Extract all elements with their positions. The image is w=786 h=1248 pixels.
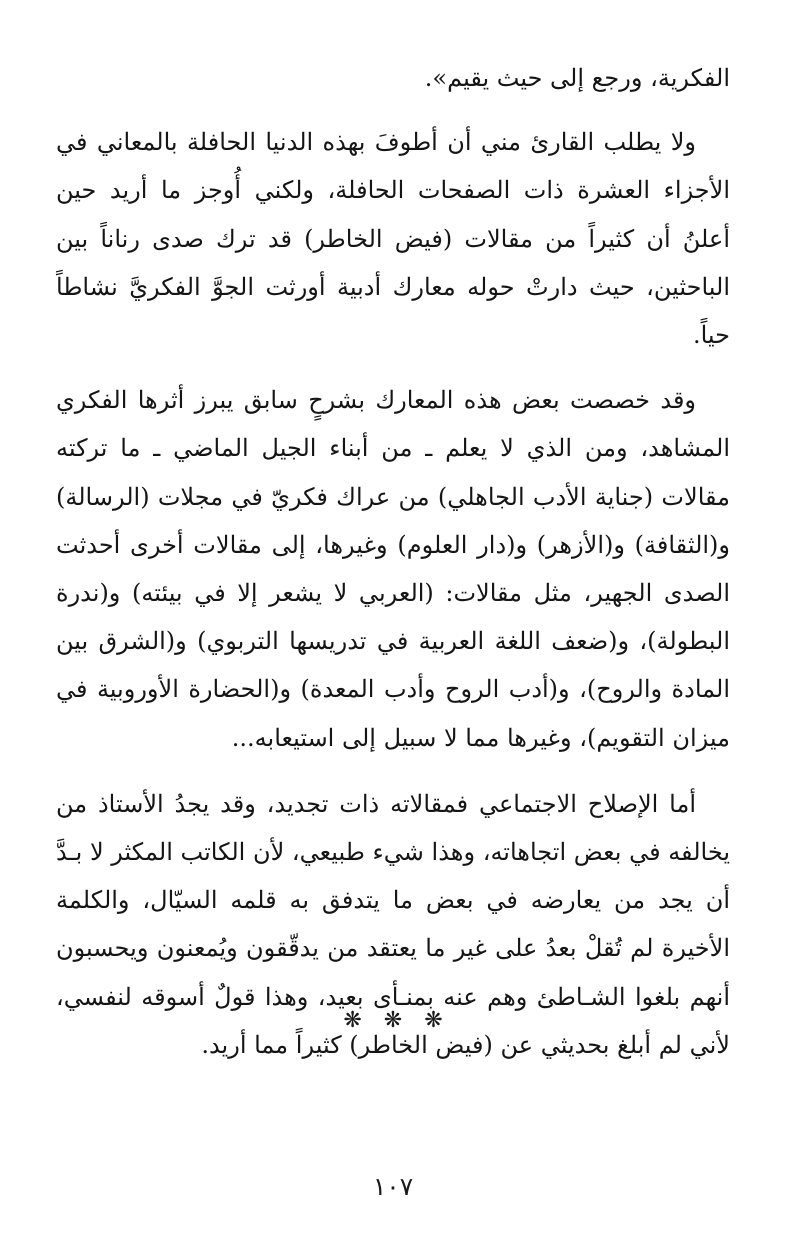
section-separator: ❋❋❋ [343,1008,465,1033]
paragraph-3 [56,376,730,762]
paragraph-3-text: وقد خصصت بعض هذه المعارك بشرحٍ سابق يبرز أثرها الفكري المشاهد، ومن الذي لا يعلم ـ من أبناء الجيل الماضي ـ ما تركته مقالات (جناية الأدب الجاهلي) من عراك فكريّ في مجلات (الرسالة) و(الثقافة) و(الأزهر) و(دار العلوم) وغيرها، إلى مقالات أخرى أحدثت الصدى الجهير، مثل مقالات: (العربي لا يشعر إلا في بيئته) و(ندرة البطولة)، و(ضعف اللغة العربية في تدريسها التربوي) و(الشرق بين المادة والروح)، و(أدب الروح وأدب المعدة) و(الحضارة الأوروبية في ميزان التقويم)، وغيرها مما لا سبيل إلى استيعابه... [56,386,730,752]
page-body [56,54,730,1069]
page-number: ١٠٧ [372,1172,414,1201]
paragraph-1-text: الفكرية، ورجع إلى حيث يقيم». [424,64,730,92]
paragraph-2 [56,118,730,359]
paragraph-1 [56,54,730,102]
paragraph-2-text: ولا يطلب القارئ مني أن أطوفَ بهذه الدنيا الحافلة بالمعاني في الأجزاء العشرة ذات الصفحات الحافلة، ولكني أُوجز ما أريد حين أعلنُ أن كثيراً من مقالات (فيض الخاطر) قد ترك صدى رناناً بين الباحثين، حيث دارتْ حوله معارك أدبية أورثت الجوَّ الفكريَّ نشاطاً حياً. [56,128,730,350]
paragraph-4-text: أما الإصلاح الاجتماعي فمقالاته ذات تجديد، وقد يجدُ الأستاذ من يخالفه في بعض اتجاهاته، وهذا شيء طبيعي، لأن الكاتب المكثر لا بـدَّ أن يجد من يعارضه في بعض ما يتدفق به قلمه السيّال، والكلمة الأخيرة لم تُقلْ بعدُ على غير ما يعتقد من يدقّقون ويُمعنون ويحسبون أنهم بلغوا الشـاطئ وهم عنه بمنـأى بعيد، وهذا قولٌ أسوقه لنفسي، لأني لم أبلغ بحديثي عن (فيض الخاطر) كثيراً مما أريد. [56,789,730,1059]
